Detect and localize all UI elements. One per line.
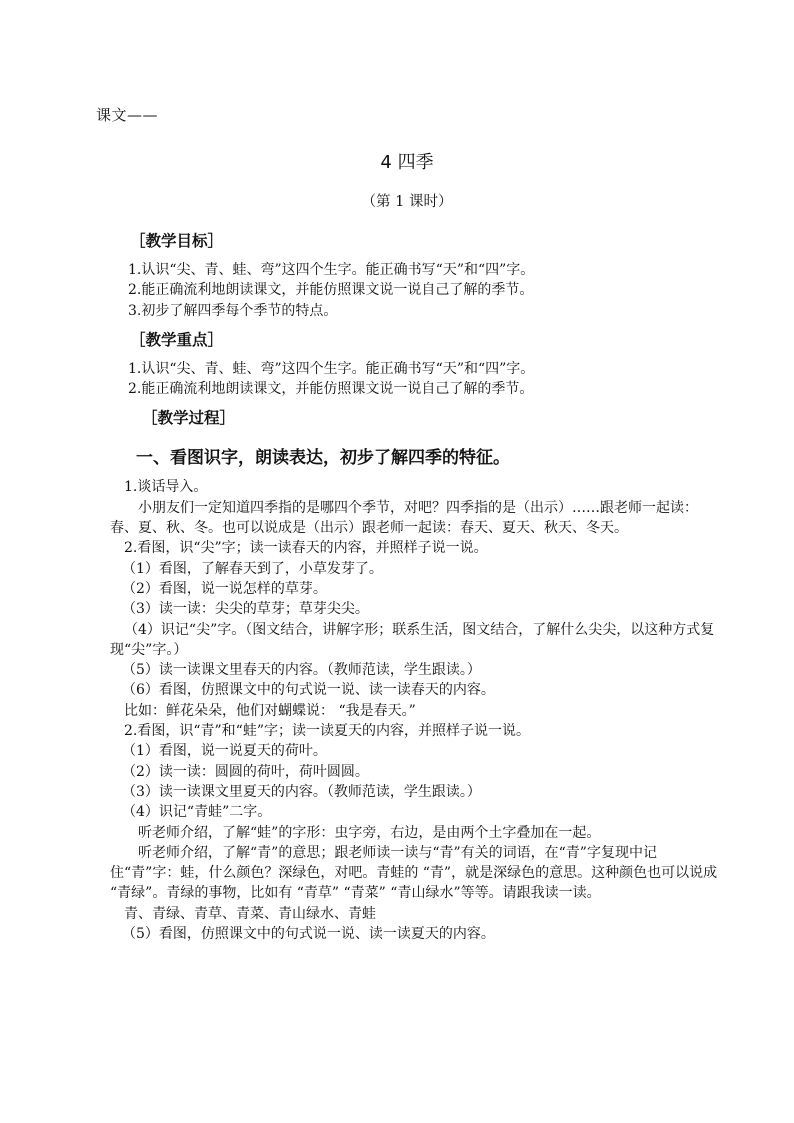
part-one-body [110, 477, 718, 944]
spring-item: （5）读一读课文里春天的内容。（教师范读，学生跟读。） [122, 662, 481, 679]
key-point-item: 2.能正确流利地朗读课文，并能仿照课文说一说自己了解的季节。 [128, 381, 534, 398]
process-heading: ［教学过程］ [142, 408, 236, 428]
step-summer: 2.看图，识“青”和“蛙”字；读一读夏天的内容，并照样子说一说。 [124, 723, 530, 740]
key-point-item: 1.认识“尖、青、蛙、弯”这四个生字。能正确书写“天”和“四”字。 [128, 360, 535, 377]
spring-item: （4）识记“尖”字。（图文结合，讲解字形；联系生活，图文结合，了解什么尖尖，以这种方式复现“尖”字。） [110, 621, 715, 658]
lesson-subtitle: （第 1 课时） [361, 194, 453, 210]
spring-item: （2）看图，说一说怎样的草芽。 [122, 580, 327, 597]
intro-paragraph: 小朋友们一定知道四季指的是哪四个季节，对吧？四季指的是（出示）……跟老师一起读：春、夏、秋、冬。也可以说成是（出示）跟老师一起读：春天、夏天、秋天、冬天。 [110, 499, 698, 537]
part-one-heading: 一、看图识字，朗读表达，初步了解四季的特征。 [136, 448, 510, 469]
spring-item: （1）看图，了解春天到了，小草发芽了。 [122, 560, 383, 577]
lesson-content [110, 228, 718, 944]
wa-note: 听老师介绍，了解“蛙”的字形：虫字旁，右边，是由两个土字叠加在一起。 [138, 824, 601, 841]
goal-item: 1.认识“尖、青、蛙、弯”这四个生字。能正确书写“天”和“四”字。 [128, 262, 535, 278]
qing-note: 听老师介绍，了解“青”的意思；跟老师读一读与“青”有关的词语，在“青”字复现中记住“青”字：蛙，什么颜色？深绿色，对吧。青蛙的 “青”，就是深绿色的意思。这种颜色也可以说成 “青绿”。青绿的事物，比如有 “青草” “青菜” “青山绿水”等等。请跟我读一读。 [110, 844, 718, 902]
header-label: 课文—— [96, 106, 159, 124]
summer-item: （5）看图，仿照课文中的句式说一说、读一读夏天的内容。 [122, 926, 495, 943]
goals-heading: ［教学目标］ [130, 231, 224, 250]
key-points-heading: ［教学重点］ [130, 329, 224, 349]
goal-item: 3.初步了解四季每个季节的特点。 [128, 302, 338, 319]
spring-item: （3）读一读：尖尖的草芽；草芽尖尖。 [122, 601, 369, 618]
word-list: 青、青绿、青草、青菜、青山绿水、青蛙 [124, 905, 376, 922]
spring-item: （6）看图，仿照课文中的句式说一说、读一读春天的内容。 [122, 682, 495, 699]
summer-item: （2）读一读：圆圆的荷叶，荷叶圆圆。 [122, 763, 369, 780]
lesson-title: 4 四季 [380, 152, 434, 173]
summer-item: （1）看图，说一说夏天的荷叶。 [122, 743, 327, 760]
step-spring: 2.看图，识“尖”字；读一读春天的内容，并照样子说一说。 [124, 540, 488, 557]
summer-item: （3）读一读课文里夏天的内容。（教师范读，学生跟读。） [122, 783, 481, 800]
summer-item: （4）识记“青蛙”二字。 [122, 804, 272, 821]
spring-example: 比如：鲜花朵朵，他们对蝴蝶说： “我是春天。” [124, 702, 416, 719]
goal-item: 2.能正确流利地朗读课文，并能仿照课文说一说自己了解的季节。 [128, 282, 534, 299]
step-intro: 1.谈话导入。 [124, 479, 208, 496]
